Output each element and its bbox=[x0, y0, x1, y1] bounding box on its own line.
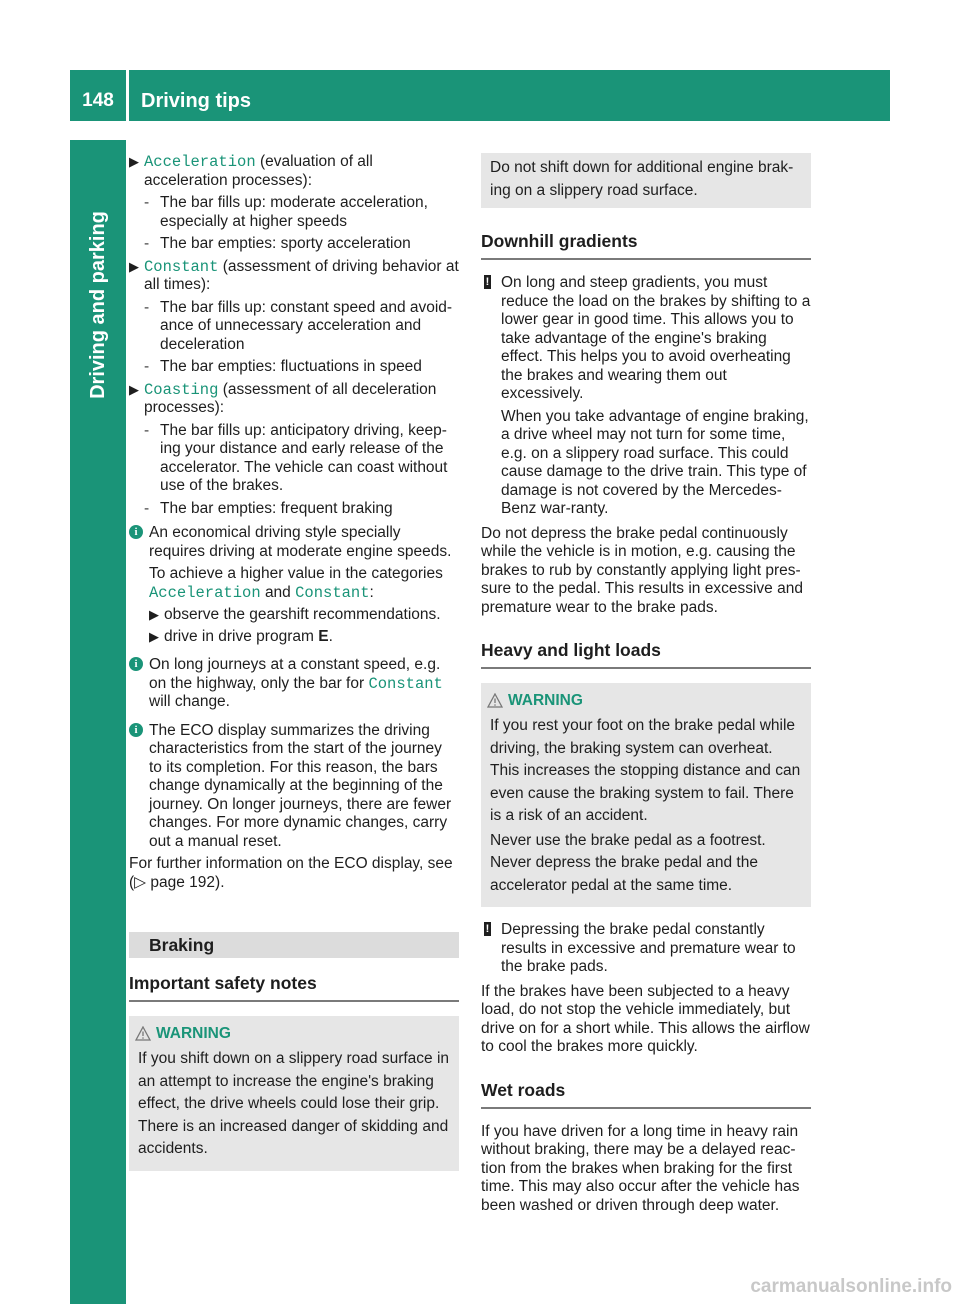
warning-box bbox=[129, 1016, 459, 1171]
info-text: The ECO display summarizes the driving characteristics from the start of the journey to its completion. For this reason, the bars change dynamically at the beginning of the journey. On longer journeys, there are fewer changes. For more dynamic changes, carry out a manual reset. bbox=[149, 721, 452, 850]
info-text bbox=[149, 565, 459, 602]
info-text-part: : bbox=[369, 583, 374, 601]
list-item bbox=[129, 258, 459, 295]
list-item-text: (assessment of all deceleration processes): bbox=[144, 380, 437, 416]
list-item-text: drive in drive program bbox=[164, 627, 314, 645]
info-text: An economical driving style specially requires driving at moderate engine speeds. bbox=[149, 524, 452, 560]
notice-text: Do not shift down for additional engine brak-ing on a slippery road surface. bbox=[490, 159, 794, 199]
info-text: On long journeys at a constant speed, e.g. on the highway, only the bar for bbox=[149, 656, 441, 692]
term-acceleration: Acceleration bbox=[144, 153, 256, 171]
list-item-text: (evaluation of all acceleration processes): bbox=[144, 153, 373, 189]
sub-item: - The bar fills up: anticipatory driving, keep-ing your distance and early release of the accelerator. The vehicle can coast without use of the brakes. bbox=[144, 421, 448, 494]
info-note bbox=[129, 722, 459, 852]
sub-item-text: The bar empties: frequent braking bbox=[160, 499, 393, 517]
sidebar-label: Driving and parking bbox=[86, 211, 109, 399]
warning-text: Never use the brake pedal as a footrest. Never depress the brake pedal and the accelerator pedal at the same time. bbox=[490, 831, 766, 894]
sub-item: - The bar empties: sporty acceleration bbox=[144, 235, 411, 252]
warning-heading bbox=[490, 691, 802, 711]
info-text-part: To achieve a higher value in the categories bbox=[149, 565, 443, 582]
info-icon: i bbox=[129, 525, 143, 539]
list-item-text: . bbox=[328, 627, 333, 645]
caution-note bbox=[481, 274, 811, 519]
body-paragraph: Do not depress the brake pedal continuously while the vehicle is in motion, e.g. causing the brakes to rub by constantly applying light pres-sure to the pedal. This results in excessive and premature wear to the brake pads. bbox=[481, 524, 803, 616]
list-item-text: observe the gearshift recommendations. bbox=[164, 606, 441, 623]
notice-box bbox=[481, 153, 811, 208]
page-title: Driving tips bbox=[141, 90, 252, 112]
subsection-heading: Wet roads bbox=[481, 1079, 811, 1109]
further-info-text: For further information on the ECO display, see bbox=[129, 855, 453, 872]
warning-label: WARNING bbox=[156, 1025, 231, 1042]
bullet-icon: ▶ bbox=[129, 154, 139, 169]
term-constant: Constant bbox=[144, 257, 219, 276]
list-item: ▶ observe the gearshift recommendations. bbox=[149, 606, 441, 623]
bullet-icon: ▶ bbox=[129, 381, 139, 397]
sub-item: - The bar empties: fluctuations in speed bbox=[144, 358, 422, 375]
term-acceleration: Acceleration bbox=[149, 583, 261, 602]
info-text: will change. bbox=[149, 693, 230, 710]
subsection-heading: Heavy and light loads bbox=[481, 639, 811, 669]
term-constant: Constant bbox=[368, 674, 443, 693]
sub-item-text: The bar empties: sporty acceleration bbox=[160, 235, 411, 252]
watermark: carmanualsonline.info bbox=[750, 1275, 952, 1297]
list-item: ▶ drive in drive program E. bbox=[149, 627, 333, 645]
list-item bbox=[129, 153, 459, 190]
sub-item-text: The bar fills up: constant speed and avoid-ance of unnecessary acceleration and deceleration bbox=[160, 298, 453, 353]
sub-item: - The bar fills up: moderate acceleration, especially at higher speeds bbox=[144, 194, 428, 230]
page-number: 148 bbox=[82, 90, 114, 111]
list-item-text: (assessment of driving behavior at all times): bbox=[144, 257, 459, 293]
info-text-part: and bbox=[264, 583, 291, 601]
warning-icon bbox=[487, 693, 503, 709]
list-item bbox=[129, 381, 459, 418]
further-info bbox=[129, 855, 459, 892]
bullet-icon: ▶ bbox=[129, 258, 139, 274]
caution-text: Depressing the brake pedal constantly results in excessive and premature wear to the brake pads. bbox=[501, 921, 796, 975]
term-coasting: Coasting bbox=[144, 380, 219, 399]
warning-icon bbox=[135, 1026, 151, 1042]
sub-item-text: The bar empties: fluctuations in speed bbox=[160, 358, 422, 375]
warning-text: If you rest your foot on the brake pedal while driving, the braking system can overheat. This increases the stopping distance and can even cause the braking system to fail. There is a risk of an accident. bbox=[490, 717, 801, 824]
caution-text: When you take advantage of engine braking, a drive wheel may not turn for some time, e.g. on a slippery road surface. This could cause damage to the drive train. This type of damage is not covered by the Mercedes-Benz war-ranty. bbox=[501, 407, 809, 517]
drive-program-label: E bbox=[318, 627, 329, 645]
page-header bbox=[70, 70, 890, 121]
sub-item-text: The bar fills up: anticipatory driving, keep-ing your distance and early release of the accelerator. The vehicle can coast without use of the brakes. bbox=[160, 421, 448, 494]
info-note bbox=[129, 524, 459, 646]
sub-item-text: The bar fills up: moderate acceleration, especially at higher speeds bbox=[160, 194, 428, 230]
right-column bbox=[481, 153, 811, 1221]
left-column bbox=[129, 153, 459, 1171]
subsection-heading: Important safety notes bbox=[129, 972, 459, 1002]
exclamation-icon: ! bbox=[485, 923, 490, 935]
section-heading-braking: Braking bbox=[129, 932, 459, 958]
warning-box bbox=[481, 683, 811, 907]
warning-label: WARNING bbox=[508, 692, 583, 709]
section-sidebar bbox=[70, 140, 126, 1304]
body-paragraph: If the brakes have been subjected to a heavy load, do not stop the vehicle immediately, but drive on for a short while. This allows the airflow to cool the brakes more quickly. bbox=[481, 982, 810, 1055]
subsection-heading: Downhill gradients bbox=[481, 230, 811, 260]
page-reference-link[interactable]: (▷ page 192). bbox=[129, 873, 225, 891]
header-divider bbox=[126, 70, 129, 121]
sub-item: - The bar empties: frequent braking bbox=[144, 499, 393, 517]
term-constant: Constant bbox=[295, 583, 370, 602]
info-note bbox=[129, 656, 459, 712]
body-paragraph: If you have driven for a long time in heavy rain without braking, there may be a delayed reac-tion from the brakes when braking for the first time. This may also occur after the vehicle has been washed or driven through deep water. bbox=[481, 1122, 800, 1214]
exclamation-icon: ! bbox=[485, 276, 490, 288]
info-icon: i bbox=[129, 723, 143, 737]
caution-text: On long and steep gradients, you must reduce the load on the brakes by shifting to a lower gear in good time. This allows you to take advantage of the engine's braking effect. This helps you to avoid overheating the brakes and wearing them out excessively. bbox=[501, 274, 811, 402]
warning-text: If you shift down on a slippery road surface in an attempt to increase the engine's braking effect, the drive wheels could lose their grip. There is an increased danger of skidding and accidents. bbox=[138, 1050, 450, 1157]
caution-note bbox=[481, 921, 811, 977]
info-icon: i bbox=[129, 657, 143, 671]
sub-item: - The bar fills up: constant speed and avoid-ance of unnecessary acceleration and deceleration bbox=[144, 298, 453, 353]
warning-heading bbox=[138, 1024, 450, 1044]
